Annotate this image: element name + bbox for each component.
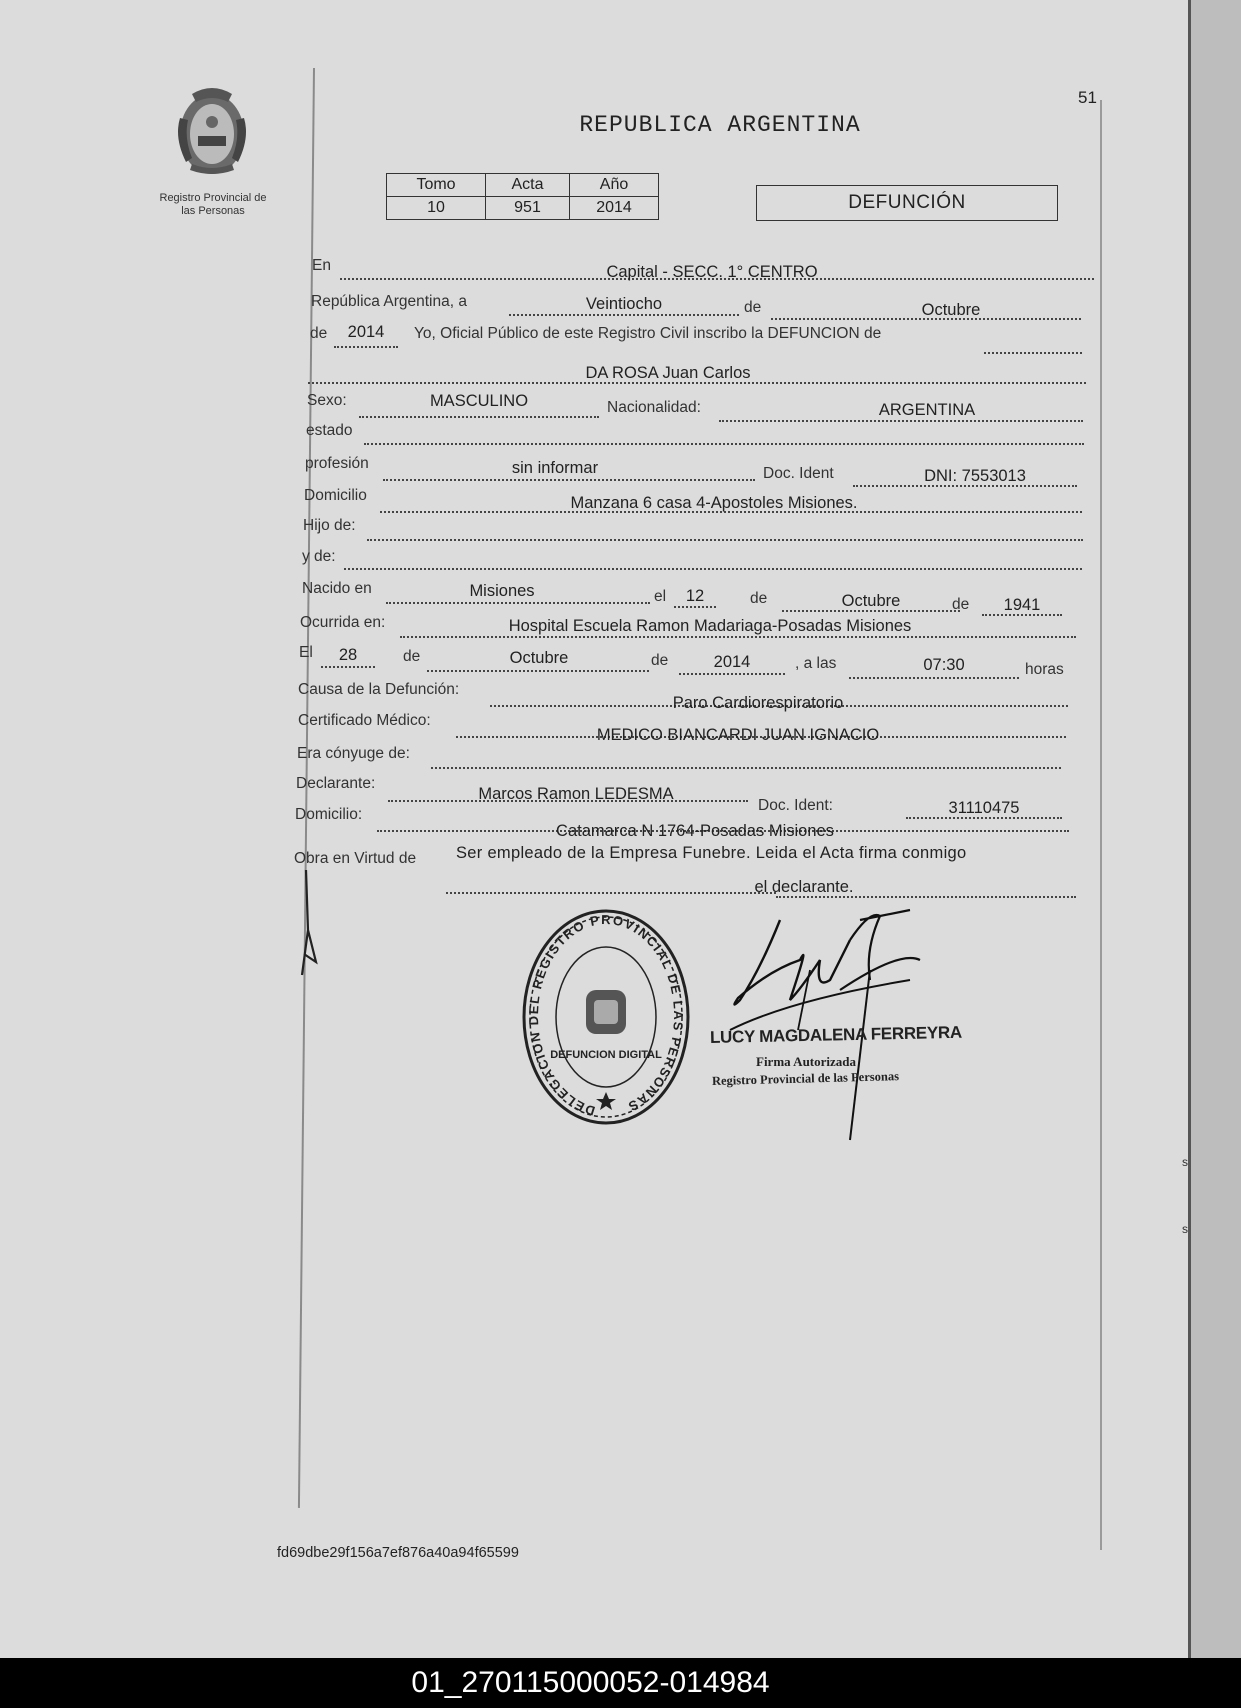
registry-caption-line1: Registro Provincial de xyxy=(159,192,267,204)
label-certificado: Certificado Médico: xyxy=(298,712,431,729)
dotted-line xyxy=(359,416,599,418)
field-declarante-doc: 31110475 xyxy=(948,799,1020,817)
label-de: de xyxy=(403,648,421,665)
stamp-inner-text: DEFUNCION DIGITAL xyxy=(550,1049,662,1061)
row-oficial xyxy=(310,325,1085,353)
dotted-line xyxy=(364,443,1084,445)
field-obra-line2: el declarante. xyxy=(754,878,854,896)
label-de: de xyxy=(651,652,669,669)
dotted-line xyxy=(386,602,650,604)
field-def-anio: 2014 xyxy=(713,653,751,671)
row-domicilio-declarante xyxy=(295,806,1075,840)
label-yo-oficial: Yo, Oficial Público de este Registro Civil inscribo la DEFUNCION de xyxy=(414,325,882,342)
handwritten-signature xyxy=(700,880,930,1160)
dotted-line xyxy=(679,673,785,675)
footer-id: 01_270115000052-014984 xyxy=(411,1666,770,1699)
signatory-organization: Registro Provincial de las Personas xyxy=(711,1069,900,1088)
field-ocurrida-en: Hospital Escuela Ramon Madariaga-Posadas Misiones xyxy=(508,617,912,635)
registry-caption xyxy=(140,192,286,218)
dotted-line xyxy=(321,666,375,668)
dotted-line xyxy=(400,636,1076,638)
label-de: de xyxy=(952,596,970,613)
row-lugar xyxy=(312,257,1092,285)
strip-mark: s xyxy=(1182,1155,1188,1169)
label-republica: República Argentina, a xyxy=(311,293,467,310)
registry-caption-line2: las Personas xyxy=(181,205,245,217)
label-el-cap: El xyxy=(299,644,313,661)
field-declarante: Marcos Ramon LEDESMA xyxy=(478,785,674,803)
label-sexo: Sexo: xyxy=(307,392,347,409)
label-obra: Obra en Virtud de xyxy=(294,850,417,867)
label-declarante: Declarante: xyxy=(296,775,376,792)
country-heading: REPUBLICA ARGENTINA xyxy=(579,112,861,138)
row-causa xyxy=(298,681,1078,712)
row-sexo xyxy=(307,392,1087,420)
label-profesion: profesión xyxy=(305,455,369,472)
label-de: de xyxy=(750,590,768,607)
stamp-outer-text: DELEGACION DEL REGISTRO PROVINCIAL DE LAS PERSONAS xyxy=(525,911,687,1119)
row-y-de xyxy=(302,548,1082,576)
acta-header: Acta xyxy=(486,174,570,197)
dotted-line xyxy=(383,479,755,481)
field-def-mes: Octubre xyxy=(509,649,569,667)
tomo-value: 10 xyxy=(387,197,486,220)
row-nacimiento xyxy=(302,580,1082,614)
label-nacionalidad: Nacionalidad: xyxy=(607,399,701,416)
registry-stamp xyxy=(522,908,690,1126)
strip-mark: s xyxy=(1182,1222,1188,1236)
field-anio-acta: 2014 xyxy=(347,323,385,341)
dotted-line xyxy=(674,606,716,608)
field-mes-acta: Octubre xyxy=(921,301,981,319)
field-nac-mes: Octubre xyxy=(841,592,901,610)
document-hash: fd69dbe29f156a7ef876a40a94f65599 xyxy=(277,1545,519,1561)
field-nac-anio: 1941 xyxy=(1003,596,1041,614)
row-domicilio xyxy=(304,487,1084,515)
field-profesion: sin informar xyxy=(511,459,599,477)
field-certificado: MEDICO BIANCARDI JUAN IGNACIO xyxy=(596,726,880,744)
dotted-line xyxy=(509,314,739,316)
label-doc-ident-declarante: Doc. Ident: xyxy=(758,797,833,814)
row-conyuge xyxy=(297,745,1077,773)
field-nacionalidad: ARGENTINA xyxy=(878,401,976,419)
label-doc-ident: Doc. Ident xyxy=(763,465,834,482)
anio-value: 2014 xyxy=(570,197,659,220)
dotted-line xyxy=(334,346,398,348)
field-fallecido: DA ROSA Juan Carlos xyxy=(585,364,751,382)
label-conyuge: Era cónyuge de: xyxy=(297,745,410,762)
anio-header: Año xyxy=(570,174,659,197)
row-fallecido xyxy=(308,362,1088,390)
label-y-de: y de: xyxy=(302,548,336,565)
label-horas: horas xyxy=(1025,661,1064,678)
document-type-box: DEFUNCIÓN xyxy=(756,185,1058,221)
dotted-line xyxy=(849,677,1019,679)
row-profesion xyxy=(305,455,1085,483)
page-number: 51 xyxy=(1078,88,1097,107)
dotted-line xyxy=(367,539,1083,541)
label-hijo-de: Hijo de: xyxy=(303,517,356,534)
footer-id-bar xyxy=(0,1658,1241,1708)
label-nacido-en: Nacido en xyxy=(302,580,372,597)
label-a-las: , a las xyxy=(795,655,837,672)
registration-table xyxy=(386,173,659,220)
dotted-line xyxy=(344,568,1082,570)
signatory-name: LUCY MAGDALENA FERREYRA xyxy=(709,1022,963,1047)
label-de: de xyxy=(310,325,328,342)
label-domicilio: Domicilio xyxy=(304,487,367,504)
field-doc-ident: DNI: 7553013 xyxy=(924,467,1026,485)
adjacent-page-strip xyxy=(1191,0,1241,1658)
label-causa: Causa de la Defunción: xyxy=(298,681,460,698)
field-obra-line1: Ser empleado de la Empresa Funebre. Leida el Acta firma conmigo xyxy=(456,844,967,862)
row-fecha-defuncion xyxy=(299,644,1079,678)
label-el: el xyxy=(654,588,667,605)
signatory-role: Firma Autorizada xyxy=(756,1054,857,1069)
field-nacido-en: Misiones xyxy=(469,582,535,600)
row-certificado xyxy=(298,712,1078,744)
row-estado xyxy=(306,422,1086,450)
dotted-line xyxy=(984,352,1082,354)
dotted-line xyxy=(431,767,1061,769)
field-def-dia: 28 xyxy=(338,646,358,664)
field-dia-acta: Veintiocho xyxy=(585,295,663,313)
field-domicilio: Manzana 6 casa 4-Apostoles Misiones. xyxy=(570,494,858,512)
field-def-hora: 07:30 xyxy=(923,656,965,674)
handwritten-initial xyxy=(298,870,328,980)
label-estado: estado xyxy=(306,422,353,439)
row-obra-en-virtud xyxy=(294,844,1084,910)
row-fecha-acta xyxy=(311,293,1081,321)
field-declarante-domicilio: Catamarca N 1764-Posadas Misiones xyxy=(556,822,834,840)
acta-value: 951 xyxy=(486,197,570,220)
label-ocurrida-en: Ocurrida en: xyxy=(300,614,386,631)
label-domicilio-declarante: Domicilio: xyxy=(295,806,363,823)
dotted-line xyxy=(427,670,649,672)
field-sexo: MASCULINO xyxy=(429,392,529,410)
row-ocurrida-en xyxy=(300,614,1080,642)
tomo-header: Tomo xyxy=(387,174,486,197)
label-en: En xyxy=(312,257,331,274)
label-de: de xyxy=(744,299,762,316)
province-coat-of-arms-logo xyxy=(160,78,264,182)
field-nac-dia: 12 xyxy=(685,587,705,605)
form-border-right xyxy=(1100,100,1102,1550)
field-causa: Paro Cardiorespiratorio xyxy=(672,694,844,712)
row-hijo-de xyxy=(303,517,1083,545)
field-lugar: Capital - SECC. 1° CENTRO xyxy=(606,263,818,281)
